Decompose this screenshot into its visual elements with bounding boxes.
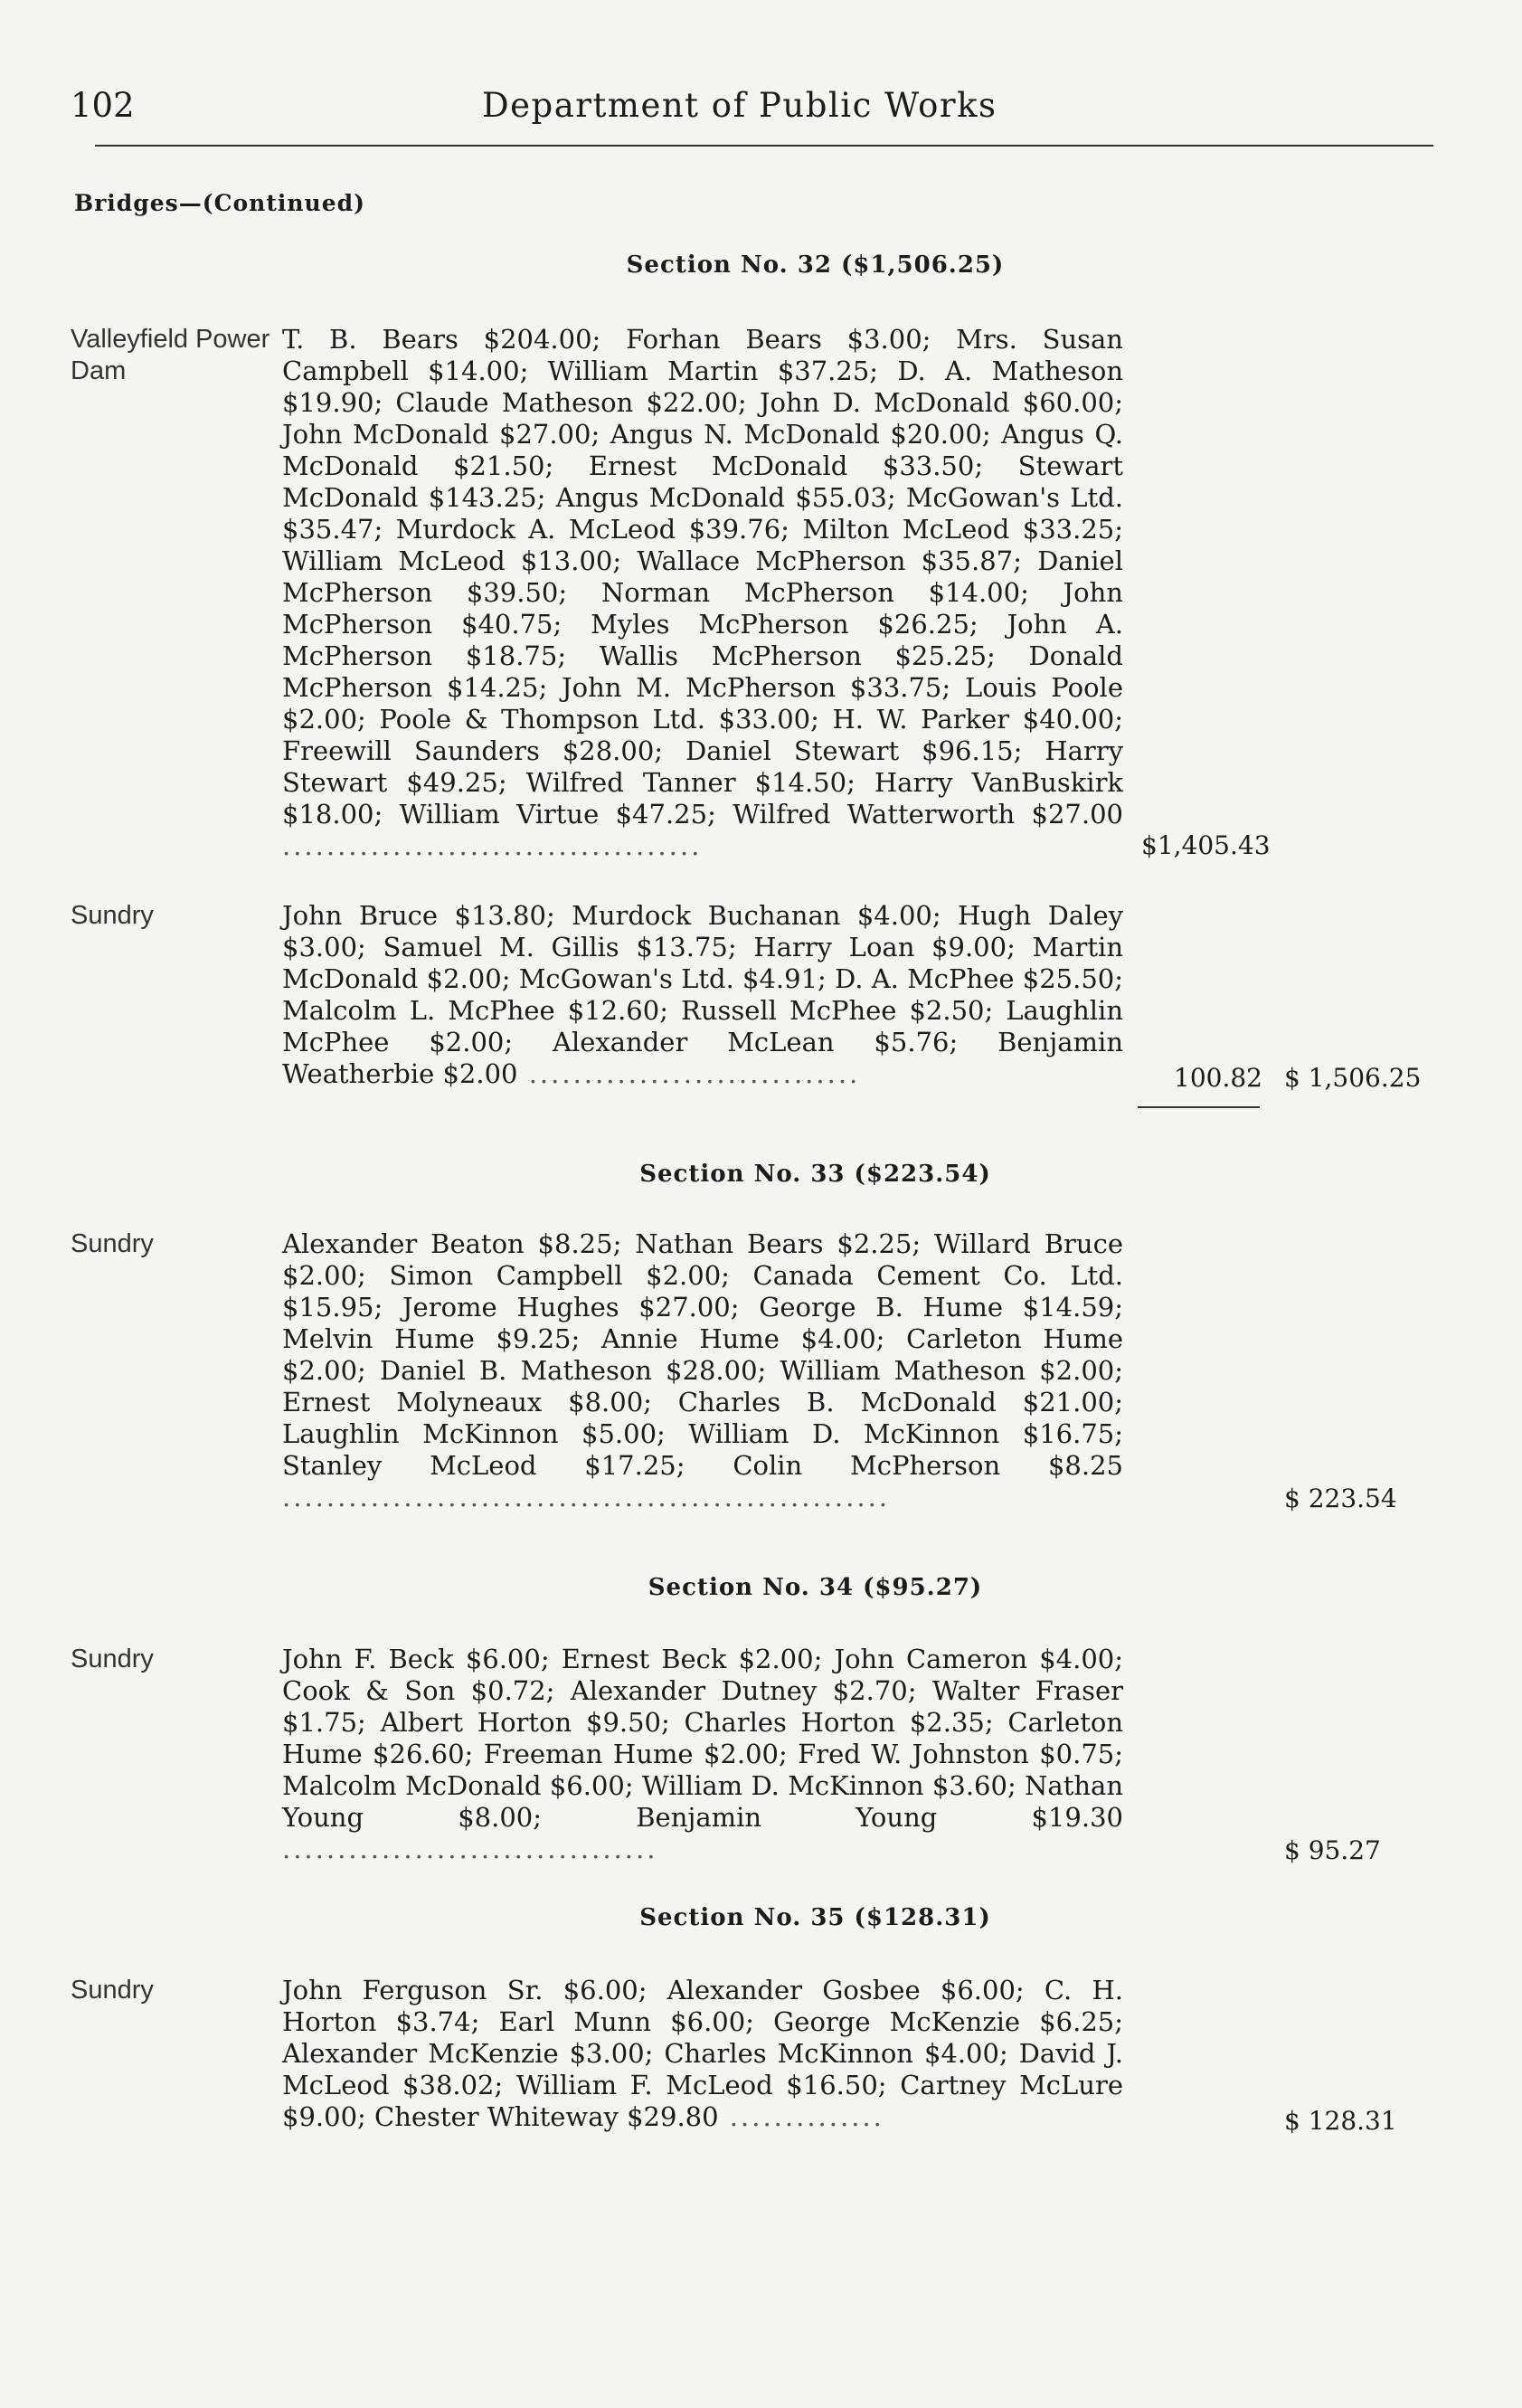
- entry-amount: $1,405.43: [1141, 830, 1271, 860]
- entry-label: Sundry: [71, 1229, 154, 1258]
- entry-text: John Ferguson Sr. $6.00; Alexander Gosbee $6.00; C. H. Horton $3.74; Earl Munn $6.00; George McKenzie $6.25; Alexander McKenzie $3.00; Charles McKinnon $4.00; David J. McLeod $38.02; William F. McLeod $16.50; Cartney McLure $9.00; Chester Whiteway $29.80 ..............: [282, 1975, 1123, 2132]
- continued-heading: Bridges—(Continued): [74, 190, 365, 216]
- section-total: $ 1,506.25: [1284, 1063, 1422, 1093]
- subtotal-rule: [1138, 1106, 1260, 1108]
- section-total: $ 223.54: [1284, 1484, 1397, 1513]
- entry-text: Alexander Beaton $8.25; Nathan Bears $2.25; Willard Bruce $2.00; Simon Campbell $2.00; Canada Cement Co. Ltd. $15.95; Jerome Hughes $27.00; George B. Hume $14.59; Melvin Hume $9.25; Annie Hume $4.00; Carleton Hume $2.00; Daniel B. Matheson $28.00; William Matheson $2.00; Ernest Molyneaux $8.00; Charles B. McDonald $21.00; Laughlin McKinnon $5.00; William D. McKinnon $16.75; Stanley McLeod $17.25; Colin McPherson $8.25 .......................................................: [282, 1228, 1123, 1512]
- running-title: Department of Public Works: [482, 86, 997, 125]
- section-heading: Section No. 32 ($1,506.25): [626, 251, 1005, 279]
- entry-label: Valleyfield Power Dam: [71, 325, 270, 385]
- section-heading: Section No. 34 ($95.27): [648, 1574, 983, 1601]
- entry-text: T. B. Bears $204.00; Forhan Bears $3.00; Mrs. Susan Campbell $14.00; William Martin $37.25; D. A. Matheson $19.90; Claude Matheson $22.00; John D. McDonald $60.00; John McDonald $27.00; Angus N. McDonald $20.00; Angus Q. McDonald $21.50; Ernest McDonald $33.50; Stewart McDonald $143.25; Angus McDonald $55.03; McGowan's Ltd. $35.47; Murdock A. McLeod $39.76; Milton McLeod $33.25; William McLeod $13.00; Wallace McPherson $35.87; Daniel McPherson $39.50; Norman McPherson $14.00; John McPherson $40.75; Myles McPherson $26.25; John A. McPherson $18.75; Wallis McPherson $25.25; Donald McPherson $14.25; John M. McPherson $33.75; Louis Poole $2.00; Poole & Thompson Ltd. $33.00; H. W. Parker $40.00; Freewill Saunders $28.00; Daniel Stewart $96.15; Harry Stewart $49.25; Wilfred Tanner $14.50; Harry VanBuskirk $18.00; William Virtue $47.25; Wilfred Watterworth $27.00 ......................................: [282, 324, 1123, 861]
- entry-label: Sundry: [71, 1645, 154, 1673]
- section-heading: Section No. 33 ($223.54): [639, 1161, 991, 1188]
- section-total: $ 128.31: [1284, 2106, 1397, 2136]
- entry-amount: 100.82: [1174, 1063, 1262, 1093]
- header-rule: [95, 145, 1433, 147]
- entry-label: Sundry: [71, 1976, 154, 2005]
- page-number: 102: [71, 86, 135, 125]
- section-total: $ 95.27: [1284, 1835, 1381, 1865]
- entry-label: Sundry: [71, 901, 154, 930]
- page-header: [71, 86, 1427, 140]
- section-heading: Section No. 35 ($128.31): [639, 1904, 991, 1931]
- entry-text: John Bruce $13.80; Murdock Buchanan $4.00; Hugh Daley $3.00; Samuel M. Gillis $13.75; Harry Loan $9.00; Martin McDonald $2.00; McGowan's Ltd. $4.91; D. A. McPhee $25.50; Malcolm L. McPhee $12.60; Russell McPhee $2.50; Laughlin McPhee $2.00; Alexander McLean $5.76; Benjamin Weatherbie $2.00 ..............................: [282, 900, 1123, 1089]
- entry-text: John F. Beck $6.00; Ernest Beck $2.00; John Cameron $4.00; Cook & Son $0.72; Alexander Dutney $2.70; Walter Fraser $1.75; Albert Horton $9.50; Charles Horton $2.35; Carleton Hume $26.60; Freeman Hume $2.00; Fred W. Johnston $0.75; Malcolm McDonald $6.00; William D. McKinnon $3.60; Nathan Young $8.00; Benjamin Young $19.30 ..................................: [282, 1644, 1123, 1864]
